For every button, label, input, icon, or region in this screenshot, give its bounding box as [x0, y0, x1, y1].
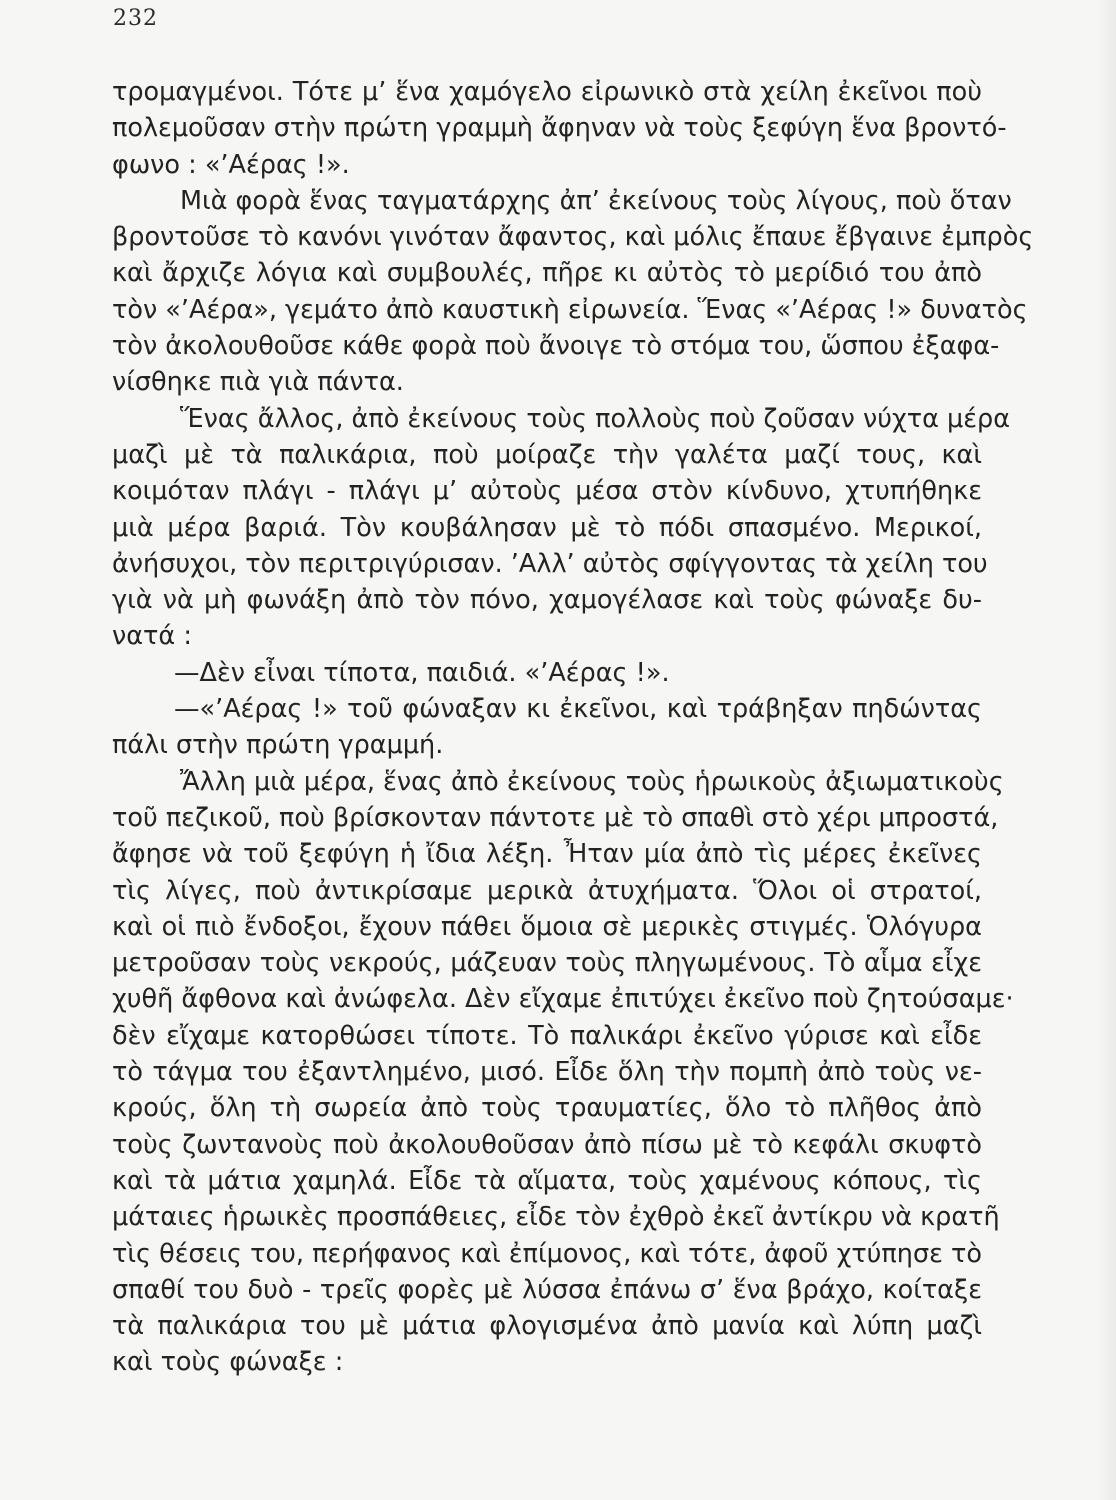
text-line: τὸν ἀκολουθοῦσε κάθε φορὰ ποὺ ἄνοιγε τὸ στόμα του, ὥσπου ἐξαφα-	[112, 331, 1000, 362]
text-line: καὶ τοὺς φώναξε :	[112, 1347, 344, 1378]
text-line: καὶ τὰ μάτια χαμηλά. Εἶδε τὰ αἵματα, τοὺς χαμένους κόπους, τὶς	[112, 1165, 982, 1196]
dialogue-line: —«’Αέρας !» τοῦ φώναξαν κι ἐκεῖνοι, καὶ τράβηξαν πηδώντας	[174, 694, 982, 725]
text-line: τὸν «’Αέρα», γεμάτο ἀπὸ καυστικὴ εἰρωνεία. Ἕνας «’Αέρας !» δυνατὸς	[112, 294, 1028, 325]
paragraph-start-line: Ἄλλη μιὰ μέρα, ἕνας ἀπὸ ἐκείνους τοὺς ἡρωικοὺς ἀξιωματικοὺς	[180, 766, 1004, 797]
body-text	[112, 74, 1034, 1381]
text-line: πολεμοῦσαν στὴν πρώτη γραμμὴ ἄφηναν νὰ τοὺς ξεφύγη ἕνα βροντό-	[112, 113, 1007, 144]
text-line: τρομαγμένοι. Τότε μ’ ἕνα χαμόγελο εἰρωνικὸ στὰ χείλη ἐκεῖνοι ποὺ	[112, 77, 982, 107]
text-line: κρούς, ὅλη τὴ σωρεία ἀπὸ τοὺς τραυματίες, ὅλο τὸ πλῆθος ἀπὸ	[112, 1093, 982, 1124]
text-line: καὶ ἄρχιζε λόγια καὶ συμβουλές, πῆρε κι αὐτὸς τὸ μερίδιό του ἀπὸ	[112, 258, 982, 289]
text-line: τὶς θέσεις του, περήφανος καὶ ἐπίμονος, καὶ τότε, ἀφοῦ χτύπησε τὸ	[112, 1238, 982, 1269]
text-line: μιὰ μέρα βαριά. Τὸν κουβάλησαν μὲ τὸ πόδι σπασμένο. Μερικοί,	[112, 512, 982, 543]
text-line: τοὺς ζωντανοὺς ποὺ ἀκολουθοῦσαν ἀπὸ πίσω μὲ τὸ κεφάλι σκυφτὸ	[112, 1129, 982, 1160]
text-line: μαζὶ μὲ τὰ παλικάρια, ποὺ μοίραζε τὴν γαλέτα μαζί τους, καὶ	[112, 439, 982, 470]
paragraph-start-line: Ἕνας ἄλλος, ἀπὸ ἐκείνους τοὺς πολλοὺς ποὺ ζοῦσαν νύχτα μέρα	[180, 403, 1011, 434]
text-line: ἀνήσυχοι, τὸν περιτριγύρισαν. ’Αλλ’ αὐτὸς σφίγγοντας τὰ χείλη του	[112, 548, 988, 579]
text-line: μετροῦσαν τοὺς νεκρούς, μάζευαν τοὺς πληγωμένους. Τὸ αἷμα εἶχε	[112, 948, 982, 979]
text-line: μάταιες ἡρωικὲς προσπάθειες, εἶδε τὸν ἐχθρὸ ἐκεῖ ἀντίκρυ νὰ κρατῆ	[112, 1202, 1000, 1233]
text-line: κοιμόταν πλάγι - πλάγι μ’ αὐτοὺς μέσα στὸν κίνδυνο, χτυπήθηκε	[112, 476, 982, 507]
dialogue-line: —Δὲν εἶναι τίποτα, παιδιά. «’Αέρας !».	[174, 657, 670, 688]
text-line: βροντοῦσε τὸ κανόνι γινόταν ἄφαντος, καὶ μόλις ἔπαυε ἔβγαινε ἐμπρὸς	[112, 222, 1034, 253]
text-line: τὰ παλικάρια του μὲ μάτια φλογισμένα ἀπὸ μανία καὶ λύπη μαζὶ	[112, 1311, 982, 1342]
text-line: γιὰ νὰ μὴ φωνάξη ἀπὸ τὸν πόνο, χαμογέλασε καὶ τοὺς φώναξε δυ-	[112, 585, 982, 616]
text-line: ἄφησε νὰ τοῦ ξεφύγη ἡ ἴδια λέξη. Ἦταν μία ἀπὸ τὶς μέρες ἐκεῖνες	[112, 839, 982, 870]
text-line: νατά :	[112, 621, 192, 652]
page-number: 232	[113, 6, 158, 31]
text-line: καὶ οἱ πιὸ ἔνδοξοι, ἔχουν πάθει ὅμοια σὲ μερικὲς στιγμές. Ὁλόγυρα	[112, 911, 982, 942]
text-line: δὲν εἴχαμε κατορθώσει τίποτε. Τὸ παλικάρι ἐκεῖνο γύρισε καὶ εἶδε	[112, 1020, 982, 1051]
text-line: τοῦ πεζικοῦ, ποὺ βρίσκονταν πάντοτε μὲ τὸ σπαθὶ στὸ χέρι μπροστά,	[112, 802, 999, 833]
page-edge-shading	[1098, 0, 1116, 1500]
paragraph-start-line: Μιὰ φορὰ ἕνας ταγματάρχης ἀπ’ ἐκείνους τοὺς λίγους, ποὺ ὅταν	[180, 185, 1012, 216]
text-line: νίσθηκε πιὰ γιὰ πάντα.	[112, 367, 404, 398]
text-line: φωνο : «’Αέρας !».	[112, 149, 350, 180]
text-line: χυθῆ ἄφθονα καὶ ἀνώφελα. Δὲν εἴχαμε ἐπιτύχει ἐκεῖνο ποὺ ζητούσαμε·	[112, 984, 1014, 1015]
text-line: πάλι στὴν πρώτη γραμμή.	[112, 730, 444, 761]
text-line: τὶς λίγες, ποὺ ἀντικρίσαμε μερικὰ ἀτυχήματα. Ὅλοι οἱ στρατοί,	[112, 875, 982, 906]
text-line: σπαθί του δυὸ - τρεῖς φορὲς μὲ λύσσα ἐπάνω σ’ ἕνα βράχο, κοίταξε	[112, 1274, 982, 1305]
text-line: τὸ τάγμα του ἐξαντλημένο, μισό. Εἶδε ὅλη τὴν πομπὴ ἀπὸ τοὺς νε-	[112, 1057, 982, 1088]
